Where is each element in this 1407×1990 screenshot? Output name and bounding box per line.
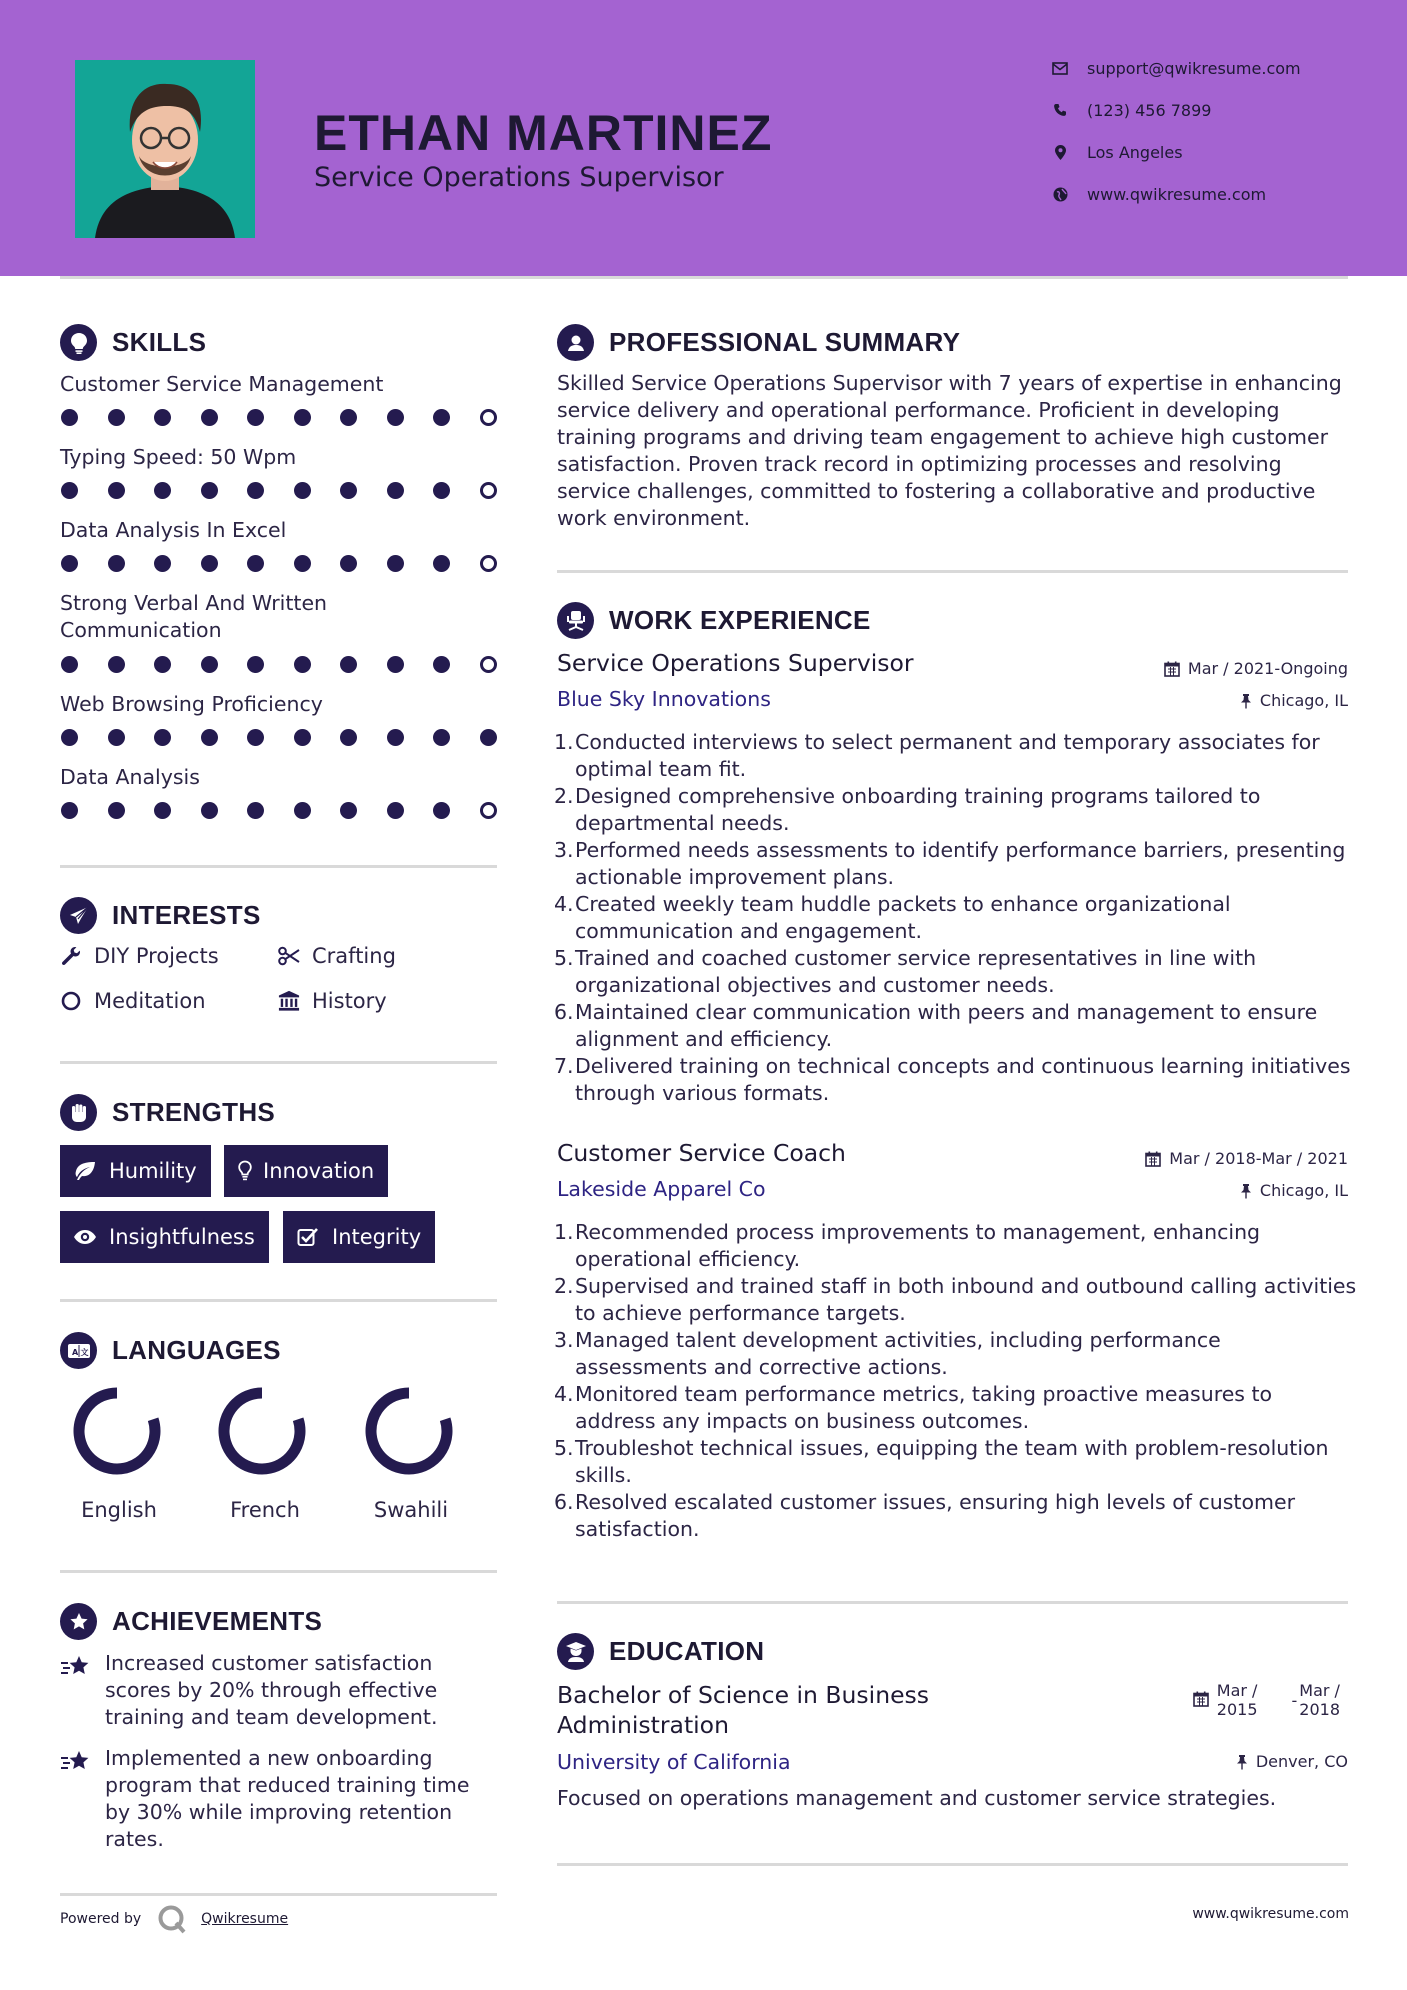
contact-location (1050, 142, 1183, 162)
rating-dot-filled (387, 409, 404, 426)
rating-dot-filled (247, 409, 264, 426)
leaf-icon (73, 1160, 97, 1182)
rating-dot-filled (387, 555, 404, 572)
rating-dot-filled (294, 656, 311, 673)
rating-dot-filled (61, 555, 78, 572)
responsibility-item (554, 1327, 1357, 1381)
skill-rating (61, 555, 526, 572)
rating-dot-filled (480, 729, 497, 746)
skill-rating (61, 656, 526, 673)
section-divider (60, 1570, 497, 1573)
pushpin-icon (1240, 693, 1252, 709)
skill-rating (61, 482, 526, 499)
education-section-title (557, 1633, 764, 1670)
rating-dot-filled (387, 656, 404, 673)
responsibility-item (554, 891, 1357, 945)
resume-header (0, 0, 1407, 276)
responsibility-number: 3. (554, 1328, 574, 1352)
contact-phone[interactable] (1050, 100, 1211, 120)
skills-section-title (60, 324, 206, 361)
job-title: Service Operations Supervisor (557, 649, 914, 677)
section-divider (60, 1061, 497, 1064)
company-name: Lakeside Apparel Co (557, 1177, 766, 1201)
circle-icon (60, 990, 82, 1012)
education-date-dash: - (1291, 1691, 1298, 1710)
svg-text:A: A (71, 1347, 78, 1357)
star-badge-icon (60, 1603, 97, 1640)
section-divider (60, 1299, 497, 1302)
pushpin-icon (1236, 1754, 1248, 1770)
strength-badge (283, 1211, 435, 1263)
rating-dot-empty (480, 802, 497, 819)
languages-section-title (60, 1332, 281, 1369)
responsibility-item (554, 1273, 1357, 1327)
skill-name: Strong Verbal And Written Communication (60, 591, 328, 642)
rating-dot-empty (480, 482, 497, 499)
strength-label: Innovation (263, 1159, 375, 1183)
responsibility-text: Resolved escalated customer issues, ensuring high levels of customer satisfaction. (575, 1490, 1296, 1541)
job-dates (1164, 659, 1348, 678)
rating-dot-filled (433, 409, 450, 426)
experience-title-text: WORK EXPERIENCE (609, 605, 871, 635)
map-marker-icon (1050, 142, 1070, 162)
job-location-text: Chicago, IL (1259, 1181, 1348, 1200)
education-end-year: 2018 (1299, 1700, 1340, 1719)
responsibility-item (554, 999, 1357, 1053)
language-gauge (67, 1386, 167, 1480)
job-dates-text: Mar / 2021-Ongoing (1187, 659, 1348, 678)
contact-website[interactable] (1050, 184, 1266, 204)
languages-title-text: LANGUAGES (112, 1335, 281, 1365)
responsibility-number: 6. (554, 1000, 574, 1024)
rating-dot-filled (433, 656, 450, 673)
interest-item (60, 989, 206, 1013)
degree-title (557, 1680, 977, 1740)
language-gauge (212, 1386, 312, 1480)
language-level-arc (371, 1393, 447, 1469)
section-divider (60, 865, 497, 868)
skill-rating (61, 802, 526, 819)
strength-badge (60, 1211, 269, 1263)
rating-dot-filled (433, 729, 450, 746)
summary-section-title (557, 324, 960, 361)
responsibility-item (554, 1219, 1357, 1273)
responsibility-number: 3. (554, 838, 574, 862)
skill-name: Web Browsing Proficiency (60, 692, 323, 716)
rating-dot-filled (154, 729, 171, 746)
responsibility-text: Designed comprehensive onboarding training programs tailored to departmental needs. (575, 784, 1261, 835)
footer-powered-by (60, 1904, 288, 1934)
rating-dot-filled (433, 802, 450, 819)
rating-dot-filled (201, 729, 218, 746)
achievement-text: Increased customer satisfaction scores by 20% through effective training and team development. (105, 1651, 438, 1729)
language-label: French (230, 1498, 300, 1522)
responsibility-text: Conducted interviews to select permanent and temporary associates for optimal team fit. (575, 730, 1320, 781)
powered-by-label: Powered by (60, 1911, 142, 1927)
responsibility-text: Delivered training on technical concepts and continuous learning initiatives through various formats. (575, 1054, 1351, 1105)
job-location-text: Chicago, IL (1259, 691, 1348, 710)
calendar-icon (1145, 1151, 1161, 1167)
rating-dot-filled (433, 482, 450, 499)
rating-dot-filled (294, 482, 311, 499)
interests-title-text: INTERESTS (112, 900, 261, 930)
shooting-star-icon (60, 1650, 92, 1731)
education-start-year: 2015 (1216, 1700, 1258, 1719)
experience-section-title (557, 602, 871, 639)
rating-dot-filled (108, 802, 125, 819)
interest-item (278, 989, 387, 1013)
lightbulb-icon (60, 324, 97, 361)
degree-title-line: Administration (557, 1711, 729, 1739)
header-divider (60, 276, 1348, 279)
job-dates (1145, 1149, 1348, 1168)
rating-dot-filled (387, 729, 404, 746)
company-name: Blue Sky Innovations (557, 687, 771, 711)
rating-dot-filled (154, 409, 171, 426)
skill-name: Customer Service Management (60, 372, 384, 396)
responsibility-text: Supervised and trained staff in both inbound and outbound calling activities to achieve performance targets. (575, 1274, 1357, 1325)
responsibility-text: Created weekly team huddle packets to enhance organizational communication and engagement. (575, 892, 1231, 943)
rating-dot-filled (154, 656, 171, 673)
qwikresume-link[interactable]: Qwikresume (201, 1911, 289, 1927)
candidate-name: ETHAN MARTINEZ (314, 105, 773, 161)
rating-dot-filled (201, 409, 218, 426)
rating-dot-filled (340, 482, 357, 499)
responsibility-number: 5. (554, 1436, 574, 1460)
responsibility-number: 4. (554, 892, 574, 916)
user-icon (557, 324, 594, 361)
language-icon (60, 1332, 97, 1369)
rating-dot-empty (480, 409, 497, 426)
skill-name: Typing Speed: 50 Wpm (60, 445, 297, 469)
achievement-text: Implemented a new onboarding program that reduced training time by 30% while improving retention rates. (105, 1746, 470, 1851)
language-label: Swahili (373, 1498, 449, 1522)
responsibility-number: 4. (554, 1382, 574, 1406)
footer-website[interactable]: www.qwikresume.com (1192, 1906, 1349, 1922)
interest-label: Crafting (312, 944, 396, 968)
paper-plane-icon (60, 897, 97, 934)
education-start-month: Mar / (1216, 1681, 1258, 1700)
language-level-arc (79, 1393, 155, 1469)
profile-photo (75, 60, 255, 238)
education-description: Focused on operations management and customer service strategies. (557, 1786, 1277, 1810)
lightbulb-icon (237, 1160, 253, 1182)
rating-dot-filled (61, 409, 78, 426)
strength-badge (224, 1145, 388, 1197)
section-divider (557, 570, 1348, 573)
interest-label: History (312, 989, 387, 1013)
section-divider (557, 1601, 1348, 1604)
graduate-icon (557, 1633, 594, 1670)
rating-dot-filled (61, 656, 78, 673)
responsibility-text: Trained and coached customer service representatives in line with organizational objectives and customer needs. (575, 946, 1257, 997)
responsibility-number: 2. (554, 1274, 574, 1298)
education-start-date (1217, 1681, 1258, 1719)
interest-label: DIY Projects (94, 944, 219, 968)
degree-title-line: Bachelor of Science in Business (557, 1681, 930, 1709)
rating-dot-filled (433, 555, 450, 572)
calendar-icon (1164, 661, 1180, 677)
pushpin-icon (1240, 1183, 1252, 1199)
language-gauge-ring (217, 1386, 307, 1476)
job-responsibilities (554, 729, 1357, 1107)
rating-dot-filled (108, 555, 125, 572)
rating-dot-filled (247, 555, 264, 572)
contact-website-text: www.qwikresume.com (1087, 184, 1267, 204)
rating-dot-filled (247, 729, 264, 746)
strength-badge (60, 1145, 211, 1197)
fist-icon (60, 1094, 97, 1131)
job-dates-text: Mar / 2018-Mar / 2021 (1169, 1149, 1348, 1168)
education-dates (1193, 1681, 1348, 1719)
rating-dot-filled (340, 555, 357, 572)
achievements-section-title (60, 1603, 322, 1640)
education-title-text: EDUCATION (609, 1636, 765, 1666)
rating-dot-filled (108, 409, 125, 426)
rating-dot-filled (387, 482, 404, 499)
rating-dot-filled (247, 802, 264, 819)
rating-dot-filled (340, 409, 357, 426)
job-responsibilities (554, 1219, 1357, 1543)
interest-label: Meditation (94, 989, 206, 1013)
rating-dot-filled (387, 802, 404, 819)
rating-dot-filled (247, 482, 264, 499)
office-chair-icon (557, 602, 594, 639)
responsibility-item (554, 837, 1357, 891)
summary-text: Skilled Service Operations Supervisor with 7 years of expertise in enhancing service delivery and operational performance. Proficient in developing training programs and driving team engagement to achieve high customer satisfaction. Proven track record in optimizing processes and resolving service challenges, committed to fostering a collaborative and productive work environment. (557, 371, 1342, 530)
responsibility-number: 6. (554, 1490, 574, 1514)
contact-phone-text: (123) 456 7899 (1087, 100, 1212, 120)
rating-dot-filled (108, 656, 125, 673)
section-divider (557, 1863, 1348, 1866)
svg-text:文: 文 (80, 1347, 89, 1357)
school-name: University of California (557, 1750, 791, 1774)
interest-item (60, 944, 219, 968)
globe-icon (1050, 184, 1070, 204)
candidate-role: Service Operations Supervisor (314, 162, 724, 193)
strengths-section-title (60, 1094, 275, 1131)
rating-dot-filled (294, 555, 311, 572)
rating-dot-filled (108, 482, 125, 499)
eye-icon (73, 1226, 97, 1248)
responsibility-item (554, 945, 1357, 999)
responsibility-text: Monitored team performance metrics, taking proactive measures to address any impacts on business outcomes. (575, 1382, 1273, 1433)
rating-dot-filled (61, 802, 78, 819)
section-divider (60, 1893, 497, 1896)
job-title: Customer Service Coach (557, 1139, 846, 1167)
strengths-title-text: STRENGTHS (112, 1097, 276, 1127)
rating-dot-filled (61, 482, 78, 499)
responsibility-item (554, 1435, 1357, 1489)
responsibility-item (554, 1489, 1357, 1543)
achievements-title-text: ACHIEVEMENTS (112, 1606, 323, 1636)
contact-email-text: support@qwikresume.com (1087, 58, 1301, 78)
responsibility-text: Maintained clear communication with peers and management to ensure alignment and efficiency. (575, 1000, 1318, 1051)
interests-section-title (60, 897, 261, 934)
responsibility-number: 7. (554, 1054, 574, 1078)
language-gauge-ring (72, 1386, 162, 1476)
rating-dot-filled (201, 555, 218, 572)
rating-dot-empty (480, 656, 497, 673)
strength-label: Humility (109, 1159, 197, 1183)
skill-name: Data Analysis (60, 765, 200, 789)
shooting-star-icon (60, 1745, 92, 1853)
rating-dot-filled (294, 409, 311, 426)
responsibility-item (554, 729, 1357, 783)
responsibility-number: 1. (554, 1220, 574, 1244)
rating-dot-filled (201, 656, 218, 673)
responsibility-item (554, 1053, 1357, 1107)
rating-dot-filled (108, 729, 125, 746)
job-location (1240, 1181, 1348, 1200)
responsibility-text: Recommended process improvements to management, enhancing operational efficiency. (575, 1220, 1261, 1271)
phone-icon (1050, 100, 1070, 120)
responsibility-text: Troubleshot technical issues, equipping the team with problem-resolution skills. (575, 1436, 1329, 1487)
education-location (1236, 1752, 1348, 1771)
skill-rating (61, 729, 526, 746)
rating-dot-empty (480, 555, 497, 572)
rating-dot-filled (340, 802, 357, 819)
strength-label: Insightfulness (109, 1225, 255, 1249)
education-location-text: Denver, CO (1255, 1752, 1348, 1771)
summary-title-text: PROFESSIONAL SUMMARY (609, 327, 961, 357)
rating-dot-filled (61, 729, 78, 746)
job-location (1240, 691, 1348, 710)
rating-dot-filled (154, 555, 171, 572)
responsibility-item (554, 1381, 1357, 1435)
rating-dot-filled (294, 802, 311, 819)
responsibility-number: 5. (554, 946, 574, 970)
contact-location-text: Los Angeles (1087, 142, 1183, 162)
education-end-month: Mar / (1299, 1681, 1340, 1700)
rating-dot-filled (154, 802, 171, 819)
language-gauge-ring (364, 1386, 454, 1476)
interest-item (278, 944, 396, 968)
responsibility-number: 1. (554, 730, 574, 754)
responsibility-text: Managed talent development activities, including performance assessments and corrective actions. (575, 1328, 1221, 1379)
language-gauge (359, 1386, 459, 1480)
achievement-item (60, 1745, 490, 1853)
envelope-icon (1050, 58, 1070, 78)
bank-icon (278, 990, 300, 1012)
strength-label: Integrity (332, 1225, 422, 1249)
skill-rating (61, 409, 526, 426)
skill-name: Data Analysis In Excel (60, 518, 287, 542)
rating-dot-filled (340, 729, 357, 746)
education-end-date (1299, 1681, 1340, 1719)
rating-dot-filled (201, 482, 218, 499)
rating-dot-filled (247, 656, 264, 673)
rating-dot-filled (340, 656, 357, 673)
calendar-icon (1193, 1691, 1209, 1707)
scissors-icon (278, 945, 300, 967)
responsibility-text: Performed needs assessments to identify performance barriers, presenting actionable improvement plans. (575, 838, 1346, 889)
contact-email[interactable] (1050, 58, 1301, 78)
skills-title-text: SKILLS (112, 327, 207, 357)
wrench-icon (60, 945, 82, 967)
responsibility-item (554, 783, 1357, 837)
achievement-item (60, 1650, 490, 1731)
responsibility-number: 2. (554, 784, 574, 808)
rating-dot-filled (201, 802, 218, 819)
qwikresume-logo-icon (157, 1904, 187, 1934)
language-level-arc (224, 1393, 300, 1469)
rating-dot-filled (294, 729, 311, 746)
language-label: English (81, 1498, 157, 1522)
checkbox-icon (296, 1226, 320, 1248)
rating-dot-filled (154, 482, 171, 499)
